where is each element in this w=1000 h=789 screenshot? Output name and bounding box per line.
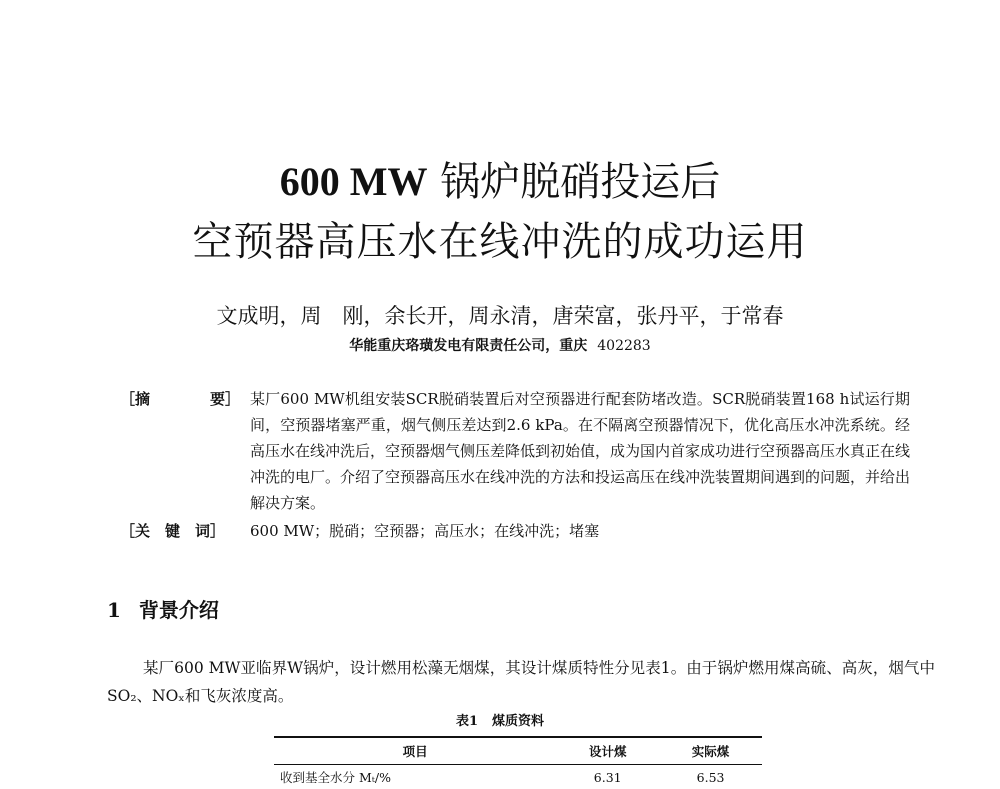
table-caption [0,710,1000,729]
keywords-label: ［关 键 词］ [120,518,250,544]
header-actual-coal: 实际煤 [659,737,762,765]
affiliation-name: 华能重庆珞璜发电有限责任公司，重庆 [349,338,587,354]
keywords-text: 600 MW；脱硝；空预器；高压水；在线冲洗；堵塞 [250,518,910,544]
affiliation [0,336,1000,356]
keywords-row [120,518,910,544]
header-item: 项目 [274,737,556,765]
postcode: 402283 [597,338,650,354]
header-design-coal: 设计煤 [556,737,659,765]
cell-item: 收到基全水分 Mₜ/% [274,765,556,789]
abstract-row [120,386,910,516]
section-title: 背景介绍 [139,598,219,622]
body-paragraph: 某厂600 MW亚临界W锅炉，设计燃用松藻无烟煤，其设计煤质特性分见表1。由于锅炉燃用煤高硫、高灰，烟气中SO₂、NOₓ和飞灰浓度高。 [107,654,935,710]
paper-title-line2: 空预器高压水在线冲洗的成功运用 [0,216,1000,268]
section-heading [107,594,219,623]
coal-data-table [274,736,762,789]
abstract-text: 某厂600 MW机组安装SCR脱硝装置后对空预器进行配套防堵改造。SCR脱硝装置168 h试运行期间，空预器堵塞严重，烟气侧压差达到2.6 kPa。在不隔离空预器情况下，优化高压水冲洗系统。经高压水在线冲洗后，空预器烟气侧压差降低到初始值，成为国内首家成功进行空预器高压水真正在线冲洗的电厂。介绍了空预器高压水在线冲洗的方法和投运高压在线冲洗装置期间遇到的问题，并给出解决方案。 [250,386,910,516]
title-number: 600 MW [280,159,428,204]
abstract-block [120,386,910,544]
cell-actual: 6.53 [659,765,762,789]
table-header-row [274,737,762,765]
paper-title-line1 [0,156,1000,208]
author-list: 文成明，周 刚，余长开，周永清，唐荣富，张丹平，于常春 [0,302,1000,330]
section-number: 1 [107,598,121,622]
table-row [274,765,762,789]
table-caption-label: 表1 [456,714,478,729]
abstract-label: ［摘 要］ [120,386,250,516]
cell-design: 6.31 [556,765,659,789]
title-text: 锅炉脱硝投运后 [440,159,720,205]
table-caption-title: 煤质资料 [492,714,544,729]
